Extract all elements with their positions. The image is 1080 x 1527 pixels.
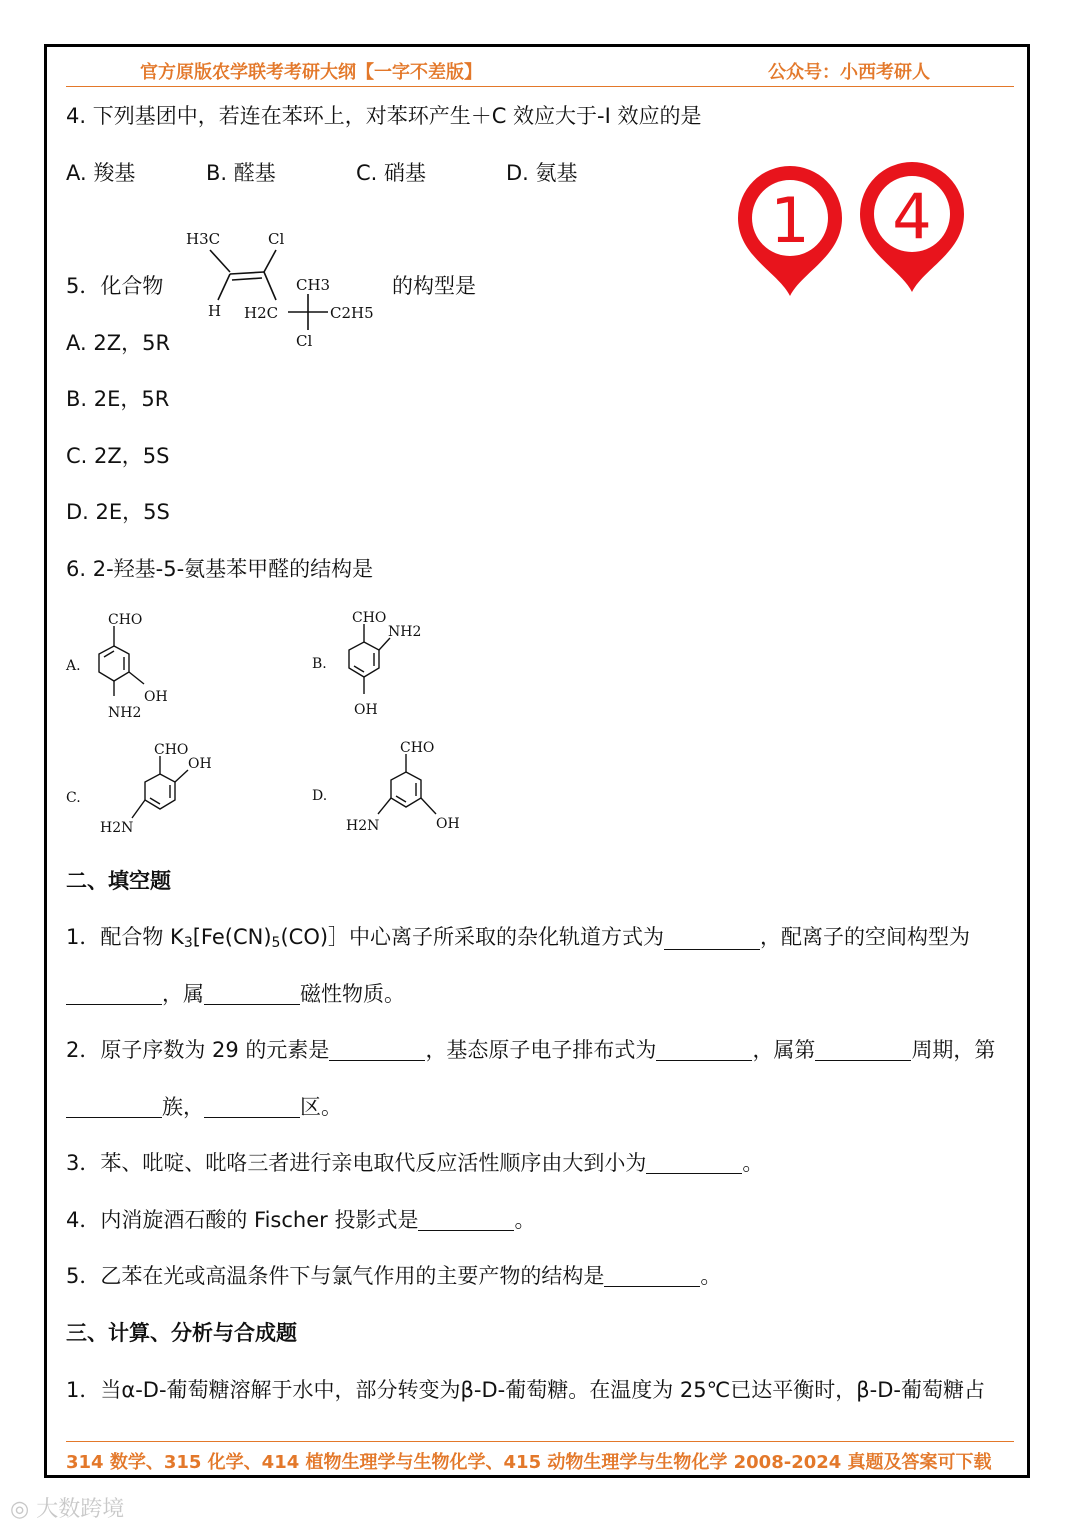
q6-structure-a [60,604,190,726]
footer-text: 314 数学、315 化学、414 植物生理学与生物化学、415 动物生理学与生物化学 2008-2024 真题及答案可下载 [66,1452,992,1473]
q5-option-a: A. 2Z，5R [66,331,171,355]
q5-label-c2h5: C2H5 [330,304,374,322]
svg-text:NH2: NH2 [108,705,142,721]
svg-text:CHO: CHO [108,612,143,628]
answer-blank[interactable] [418,1210,514,1231]
q5-label-cl-top: Cl [268,230,285,248]
q5-label-h2c: H2C [244,304,279,322]
q4-option-c: C. 硝基 [356,161,427,185]
answer-blank[interactable] [656,1040,752,1061]
answer-blank[interactable] [204,1097,300,1118]
svg-text:NH2: NH2 [388,624,422,640]
svg-text:D.: D. [312,788,328,804]
svg-text:1: 1 [770,184,810,257]
svg-text:H2N: H2N [100,820,134,836]
svg-text:CHO: CHO [400,740,435,756]
watermark: ◎ 大数跨境 [10,1497,125,1522]
q5-prefix: 5．化合物 [66,274,164,298]
svg-text:OH: OH [188,756,212,772]
svg-text:OH: OH [144,689,168,705]
q5-label-h3c: H3C [186,230,221,248]
svg-text:OH: OH [354,702,378,718]
q6-structure-c [60,736,230,844]
answer-blank[interactable] [329,1040,425,1061]
fill-q3: 3．苯、吡啶、吡咯三者进行亲电取代反应活性顺序由大到小为 。 [66,1151,764,1175]
q5-option-b: B. 2E，5R [66,387,170,411]
answer-blank[interactable] [604,1266,700,1287]
q5-label-cl-bottom: Cl [296,332,313,350]
badge-pins [734,160,974,300]
q6-stem: 6. 2-羟基-5-氨基苯甲醛的结构是 [66,557,374,581]
answer-blank[interactable] [646,1153,742,1174]
section2-title: 二、填空题 [66,869,171,893]
q5-suffix: 的构型是 [392,274,476,298]
header-account: 公众号：小西考研人 [768,62,930,83]
q5-option-d: D. 2E，5S [66,500,170,524]
q4-option-d: D. 氨基 [506,161,578,185]
header-divider [66,86,1014,87]
q4-option-b: B. 醛基 [206,161,276,185]
q6-structure-b [306,602,446,724]
q4-option-a: A. 羧基 [66,161,136,185]
svg-text:4: 4 [892,180,932,253]
fill-q1-line1: 1．配合物 $K_3[Fe(CN)_5(CO)]$中心离子所采取的杂化轨道方式为 ，配离子的空间构型为 [66,925,971,951]
svg-text:B.: B. [312,656,327,672]
fill-q2-line1: 2．原子序数为 29 的元素是 ，基态原子电子排布式为 ，属第 周期，第 [66,1038,996,1062]
header-title: 官方原版农学联考考研大纲【一字不差版】 [140,62,482,83]
answer-blank[interactable] [66,1097,162,1118]
answer-blank[interactable] [204,984,300,1005]
svg-text:C.: C. [66,790,81,806]
fill-q5: 5．乙苯在光或高温条件下与氯气作用的主要产物的结构是 。 [66,1264,722,1288]
svg-text:H2N: H2N [346,818,380,834]
svg-text:OH: OH [436,816,460,832]
q6-structure-d [306,734,486,842]
badge-pin-4 [860,162,964,292]
q5-structure [180,222,390,352]
answer-blank[interactable] [66,984,162,1005]
svg-text:CHO: CHO [352,610,387,626]
fill-q2-line2: 族， 区。 [66,1097,342,1118]
answer-blank[interactable] [815,1040,911,1061]
footer-divider [66,1441,1014,1442]
fill-q1-line2: ，属 磁性物质。 [66,984,405,1005]
q4-stem: 4. 下列基团中，若连在苯环上，对苯环产生＋C 效应大于-I 效应的是 [66,104,702,128]
q5-label-ch3: CH3 [296,276,331,294]
badge-pin-1 [738,166,842,296]
watermark-logo-icon: ◎ [10,1497,37,1522]
q5-label-h: H [208,302,222,320]
q5-option-c: C. 2Z，5S [66,444,170,468]
answer-blank[interactable] [664,929,760,950]
svg-text:CHO: CHO [154,742,189,758]
fill-q4: 4．内消旋酒石酸的 Fischer 投影式是 。 [66,1208,536,1232]
calc-q1: 1．当α-D-葡萄糖溶解于水中，部分转变为β-D-葡萄糖。在温度为 25℃已达平衡时，β-D-葡萄糖占 [66,1378,985,1402]
section3-title: 三、计算、分析与合成题 [66,1321,297,1345]
svg-text:A.: A. [66,658,81,674]
